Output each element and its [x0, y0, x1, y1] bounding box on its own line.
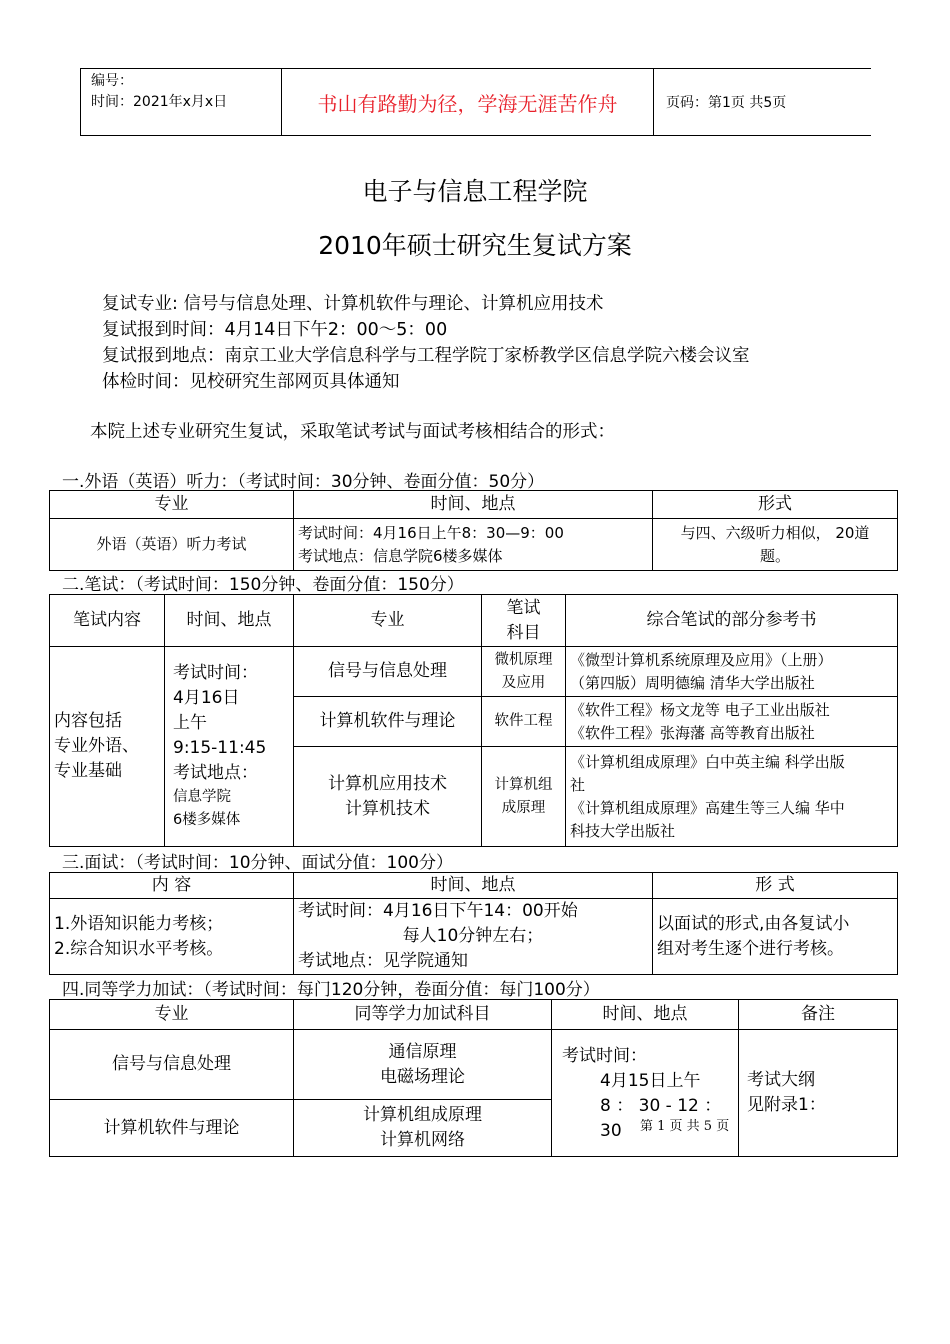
book-cell: [566, 697, 898, 747]
content-line: 1.外语知识能力考核；: [54, 913, 224, 934]
table-header: 备注: [739, 1000, 898, 1030]
time-line: 考试地点：: [173, 763, 258, 783]
subject-line: 计算机组: [494, 776, 553, 793]
time-line: 考试时间：: [562, 1046, 647, 1066]
section1-table: [49, 490, 898, 571]
intro-text: 本院上述专业研究生复试，采取笔试考试与面试考核相结合的形式：: [90, 422, 615, 442]
time-line: 6楼多媒体: [173, 812, 241, 828]
time-line: 上午: [173, 713, 207, 733]
subject-line: 及应用: [501, 674, 546, 691]
note-line: 见附录1：: [747, 1095, 826, 1115]
book-line: 科技大学出版社: [570, 821, 676, 840]
subject-line: 通信原理: [388, 1041, 457, 1062]
book-line: 《计算机组成原理》高建生等三人编 华中: [570, 798, 845, 817]
form-cell: [653, 899, 898, 975]
book-line: （第四版）周明德编 清华大学出版社: [570, 673, 815, 692]
header-line: 科目: [506, 622, 541, 643]
subject-cell: [294, 1100, 552, 1157]
book-line: 《计算机组成原理》白中英主编 科学出版: [570, 752, 845, 771]
page-number-note: 第 1 页 共 5 页: [640, 1119, 730, 1134]
form-line: 题。: [759, 546, 790, 565]
time-cell: [165, 647, 294, 847]
note-line: 考试大纲: [747, 1070, 815, 1090]
header-page: 页码：第1页 共5页: [666, 95, 787, 111]
place-line: 考试地点：信息学院6楼多媒体: [298, 546, 503, 565]
time-line: 考试时间：4月16日上午8：30—9：00: [298, 523, 564, 542]
subject-cell: [482, 647, 566, 697]
content-cell: [50, 647, 165, 847]
subject-cell: [482, 747, 566, 847]
book-line: 《微型计算机系统原理及应用》（上册）: [570, 650, 833, 669]
table-header: 时间、地点: [552, 1000, 739, 1030]
header-number: 编号：: [91, 73, 133, 89]
section4-heading: 四.同等学力加试：（考试时间：每门120分钟，卷面分值：每门100分）: [62, 980, 600, 1000]
subject-line: 计算机网络: [380, 1130, 465, 1150]
major-line: 计算机应用技术: [328, 773, 447, 794]
table-cell: [294, 519, 653, 571]
section4-table: [49, 999, 898, 1157]
subject-cell: 软件工程: [482, 697, 566, 747]
book-line: 《软件工程》杨文龙等 电子工业出版社: [570, 700, 830, 719]
subject-line: 微机原理: [494, 651, 553, 668]
time-line: 4月15日上午: [600, 1071, 701, 1091]
time-line: 考试时间：4月16日下午14：00开始: [298, 901, 578, 921]
header-motto: 书山有路勤为径，学海无涯苦作舟: [282, 69, 654, 135]
info-line: 复试报到时间：4月14日下午2：00～5：00: [102, 320, 448, 340]
subject-line: 成原理: [501, 799, 546, 816]
header-time: 时间：2021年x月x日: [91, 94, 228, 110]
book-line: 《软件工程》张海藩 高等教育出版社: [570, 723, 815, 742]
time-line: 30: [600, 1121, 622, 1141]
time-line: 4月16日: [173, 688, 240, 708]
table-header: 时间、地点: [165, 595, 294, 647]
major-cell: [294, 747, 482, 847]
info-line: 复试报到地点：南京工业大学信息科学与工程学院丁家桥教学区信息学院六楼会议室: [102, 346, 750, 366]
form-line: 组对考生逐个进行考核。: [657, 938, 844, 959]
table-header: [482, 595, 566, 647]
table-header: 形式: [653, 491, 898, 519]
major-cell: 信号与信息处理: [294, 647, 482, 697]
table-header: 内 容: [50, 873, 294, 899]
subject-cell: [294, 1030, 552, 1100]
content-line: 专业外语、: [54, 736, 139, 756]
section2-table: [49, 594, 898, 847]
book-cell: [566, 747, 898, 847]
content-line: 2.综合知识水平考核。: [54, 938, 224, 959]
subject-line: 计算机组成原理: [363, 1105, 482, 1125]
time-line: 考试地点：见学院通知: [298, 951, 468, 971]
major-cell: 信号与信息处理: [50, 1030, 294, 1100]
section2-heading: 二.笔试：（考试时间：150分钟、卷面分值：150分）: [62, 575, 464, 595]
table-header: 综合笔试的部分参考书: [566, 595, 898, 647]
note-cell: [739, 1030, 898, 1157]
header-meta: [81, 69, 282, 135]
major-cell: 计算机软件与理论: [50, 1100, 294, 1157]
time-line: 信息学院: [173, 789, 231, 805]
form-line: 以面试的形式,由各复试小: [657, 913, 850, 934]
book-line: 社: [570, 775, 586, 794]
major-line: 计算机技术: [345, 798, 430, 819]
document-header: [80, 68, 871, 136]
header-line: 笔试: [506, 597, 541, 618]
section1-heading: 一.外语（英语）听力：（考试时间：30分钟、卷面分值：50分）: [62, 472, 545, 492]
table-header: 专业: [50, 1000, 294, 1030]
table-header: 同等学力加试科目: [294, 1000, 552, 1030]
major-cell: 计算机软件与理论: [294, 697, 482, 747]
table-cell: 外语（英语）听力考试: [50, 519, 294, 571]
time-line: 9:15-11:45: [173, 738, 267, 758]
time-cell: [294, 899, 653, 975]
table-header: 笔试内容: [50, 595, 165, 647]
content-cell: [50, 899, 294, 975]
form-line: 与四、六级听力相似， 20道: [680, 523, 870, 542]
info-line: 体检时间：见校研究生部网页具体通知: [102, 372, 400, 392]
section3-heading: 三.面试：（考试时间：10分钟、面试分值：100分）: [62, 853, 453, 873]
time-line: 8 ： 30 - 12 ：: [600, 1096, 722, 1116]
table-header: 时间、地点: [294, 873, 653, 899]
time-cell: [552, 1030, 739, 1157]
content-line: 内容包括: [54, 711, 122, 731]
table-header: 形 式: [653, 873, 898, 899]
table-header: 专业: [294, 595, 482, 647]
page-title: 电子与信息工程学院: [362, 177, 588, 206]
page-subtitle: 2010年硕士研究生复试方案: [318, 231, 632, 260]
table-header: 时间、地点: [294, 491, 653, 519]
book-cell: [566, 647, 898, 697]
time-line: 考试时间：: [173, 663, 258, 683]
subject-line: 电磁场理论: [380, 1066, 465, 1087]
table-header: 专业: [50, 491, 294, 519]
content-line: 专业基础: [54, 761, 122, 781]
section3-table: [49, 872, 898, 975]
info-line: 复试专业: 信号与信息处理、计算机软件与理论、计算机应用技术: [102, 294, 604, 314]
table-cell: [653, 519, 898, 571]
time-line: 每人10分钟左右；: [402, 926, 544, 946]
